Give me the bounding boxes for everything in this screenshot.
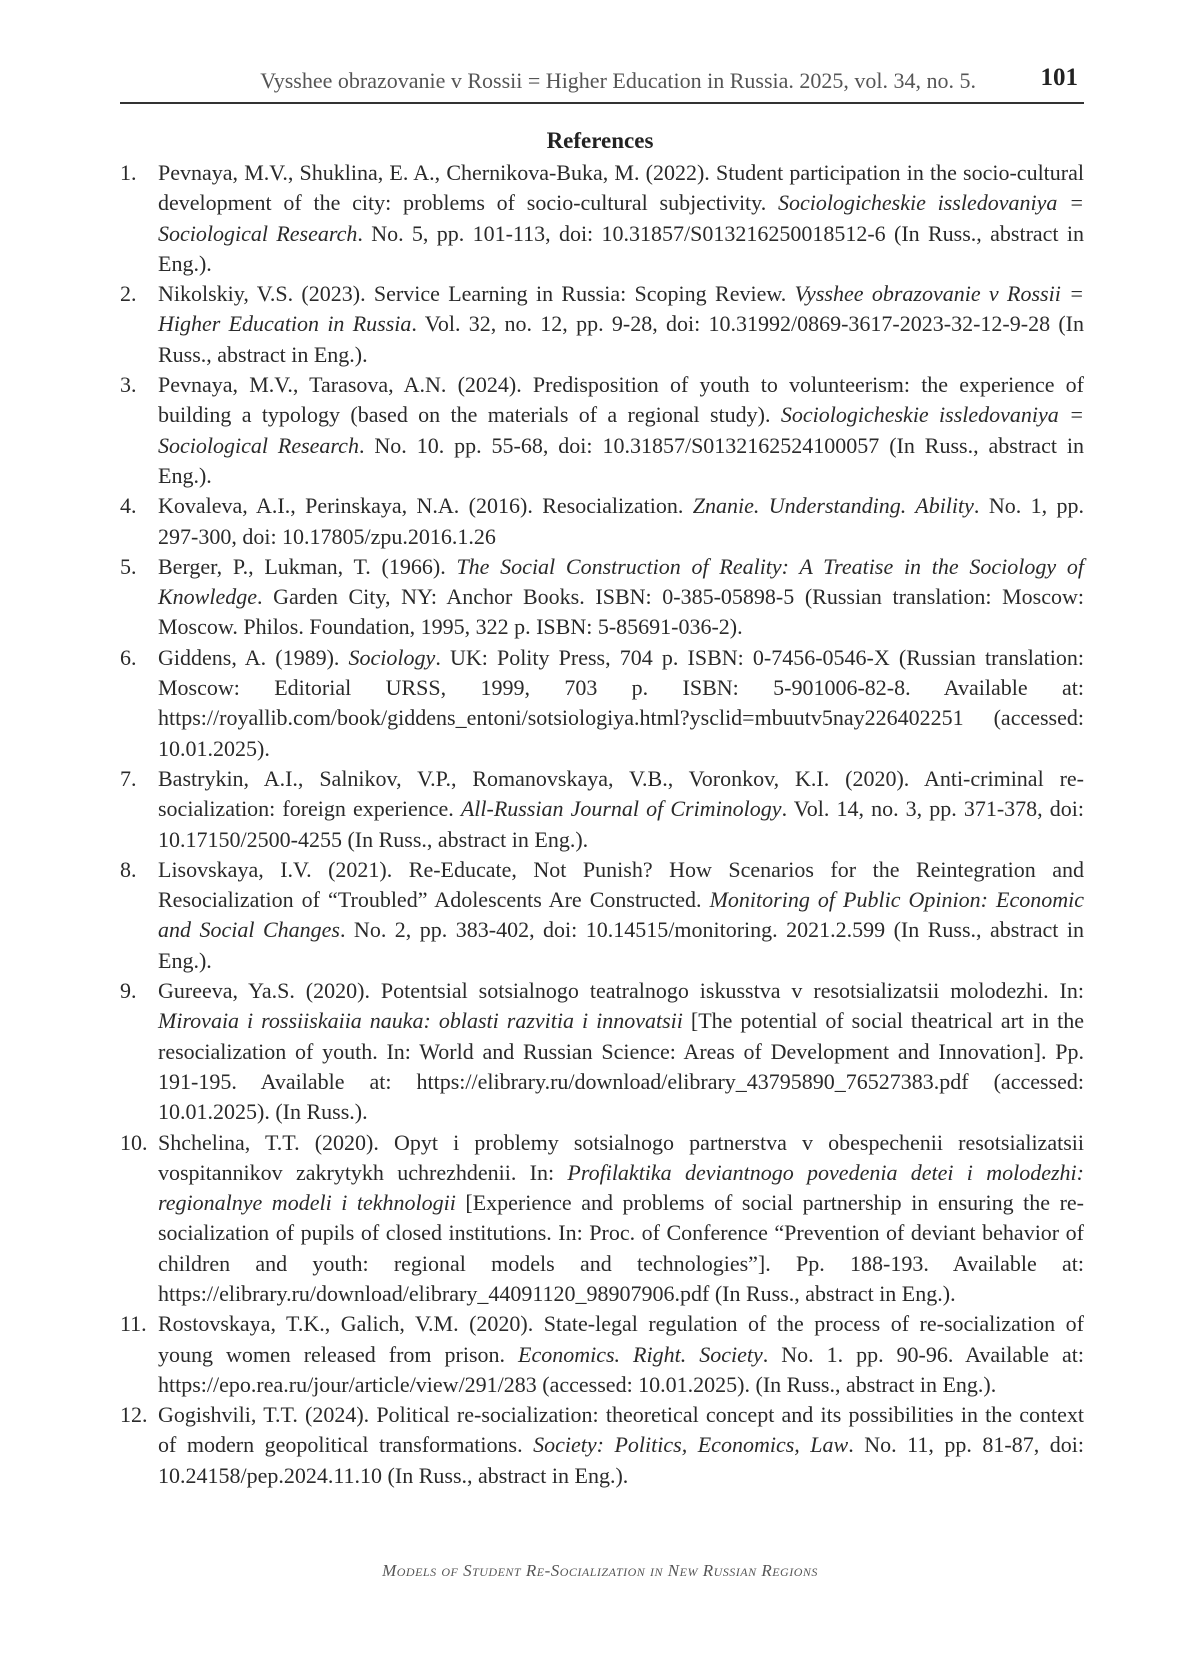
reference-number: 6. [120,644,137,670]
reference-number: 10. [120,1129,148,1155]
reference-details: . No. 1. pp. 90-96. Available at: https://epo.rea.ru/jour/article/view/291/283 (accessed: 10.01.2025). (In Russ., abstract in Eng.). [158,1341,1085,1397]
reference-source-title: All-Russian Journal of Criminology [460,796,782,822]
reference-number: 5. [120,553,137,579]
reference-source-title: Znanie. Understanding. Ability [692,493,974,519]
reference-item [120,370,1084,491]
reference-details: [Experience and problems of social partnership in ensuring the re-socialization of pupils of closed institutions. In: Proc. of Conference “Prevention of deviant behavior of children and youth: regional models and technologies”]. Pp. 188-193. Available at: https://elibrary.ru/download/elibrary_44091120_98907906.pdf (In Russ., abstract in Eng.). [158,1190,1085,1306]
reference-details: . No. 10. pp. 55-68, doi: 10.31857/S0132162524100057 (In Russ., abstract in Eng.). [158,432,1084,488]
reference-item [120,855,1084,976]
reference-source-title: Sociologicheskie issledovaniya = Sociological Research [158,190,1084,246]
reference-number: 2. [120,281,137,307]
reference-item [120,1309,1084,1400]
reference-details: . No. 1, pp. 297-300, doi: 10.17805/zpu.2016.1.26 [158,493,1084,549]
reference-details: . Vol. 14, no. 3, pp. 371-378, doi: 10.17150/2500-4255 (In Russ., abstract in Eng.). [158,796,1084,852]
reference-source-title: Mirovaia i rossiiskaiia nauka: oblasti razvitia i innovatsii [158,1008,683,1034]
reference-text: Shchelina, T.T. (2020). Opyt i problemy sotsialnogo partnerstva v obespechenii resotsializatsii vospitannikov zakrytykh uchrezhdenii. In: [158,1129,1084,1185]
reference-number: 11. [120,1311,147,1337]
running-header [120,62,1084,104]
reference-text: Giddens, A. (1989). [158,644,349,670]
reference-text: Nikolskiy, V.S. (2023). Service Learning in Russia: Scoping Review. [158,281,795,307]
reference-list [120,158,1084,1491]
reference-source-title: Sociology [348,644,436,670]
page-number: 101 [1040,64,1078,91]
reference-item [120,158,1084,279]
reference-details: . No. 11, pp. 81-87, doi: 10.24158/pep.2024.11.10 (In Russ., abstract in Eng.). [158,1432,1085,1488]
reference-source-title: Vysshee obrazovanie v Rossii = Higher Education in Russia [158,281,1085,337]
references-heading: References [546,128,654,153]
reference-text: Gureeva, Ya.S. (2020). Potentsial sotsialnogo teatralnogo iskusstva v resotsializatsii molodezhi. In: [158,978,1084,1004]
running-footer: Models of Student Re-Socialization in New Russian Regions [382,1561,818,1580]
reference-details: . Garden City, NY: Anchor Books. ISBN: 0-385-05898-5 (Russian translation: Moscow: Moscow. Philos. Foundation, 1995, 322 p. ISBN: 5-85691-036-2). [158,584,1084,640]
reference-number: 12. [120,1402,148,1428]
reference-source-title: Monitoring of Public Opinion: Economic and Social Changes [158,887,1084,943]
reference-item [120,643,1084,764]
reference-number: 4. [120,493,137,519]
reference-text: Bastrykin, A.I., Salnikov, V.P., Romanovskaya, V.B., Voronkov, K.I. (2020). Anti-criminal re-socialization: foreign experience. [158,765,1084,822]
reference-item [120,1400,1084,1491]
reference-details: . UK: Polity Press, 704 p. ISBN: 0-7456-0546-X (Russian translation: Moscow: Editorial URSS, 1999, 703 p. ISBN: 5-901006-82-8. Available at: https://royallib.com/book/giddens_entoni/sotsiologiya.html?ysclid=mbuutv5nay226402251 (accessed: 10.01.2025). [158,644,1084,761]
reference-source-title: Economics. Right. Society [518,1341,763,1367]
reference-details: . No. 2, pp. 383-402, doi: 10.14515/monitoring. 2021.2.599 (In Russ., abstract in Eng.). [158,917,1084,973]
reference-source-title: Sociologicheskie issledovaniya = Sociological Research [158,402,1085,458]
reference-text: Kovaleva, A.I., Perinskaya, N.A. (2016). Resocialization. [158,493,693,519]
reference-text: Gogishvili, T.T. (2024). Political re-socialization: theoretical concept and its possibilities in the context of modern geopolitical transformations. [158,1402,1084,1458]
reference-item [120,491,1084,552]
reference-details: [The potential of social theatrical art in the resocialization of youth. In: World and Russian Science: Areas of Development and Innovation]. Pp. 191-195. Available at: https://elibrary.ru/download/elibrary_43795890_76527383.pdf (accessed: 10.01.2025). (In Russ.). [158,1008,1084,1125]
reference-number: 1. [120,160,137,185]
reference-source-title: The Social Construction of Reality: A Treatise in the Sociology of Knowledge [158,553,1085,610]
reference-text: Rostovskaya, T.K., Galich, V.M. (2020). State-legal regulation of the process of re-socialization of young women released from prison. [158,1311,1084,1367]
reference-number: 8. [120,856,137,882]
reference-item [120,279,1084,370]
reference-item [120,764,1084,855]
reference-text: Berger, P., Lukman, T. (1966). [158,553,457,579]
reference-source-title: Society: Politics, Economics, Law [533,1432,849,1458]
reference-number: 9. [120,978,137,1004]
reference-number: 7. [120,765,137,791]
reference-details: . No. 5, pp. 101-113, doi: 10.31857/S013216250018512-6 (In Russ., abstract in Eng.). [158,220,1084,276]
reference-item [120,1128,1084,1310]
reference-details: . Vol. 32, no. 12, pp. 9-28, doi: 10.31992/0869-3617-2023-32-12-9-28 (In Russ., abstract in Eng.). [158,311,1084,367]
reference-text: Pevnaya, M.V., Shuklina, E. A., Chernikova-Buka, M. (2022). Student participation in the socio-cultural development of the city: problems of socio-cultural subjectivity. [158,160,1084,216]
reference-number: 3. [120,372,137,398]
reference-text: Lisovskaya, I.V. (2021). Re-Educate, Not Punish? How Scenarios for the Reintegration and Resocialization of “Troubled” Adolescents Are Constructed. [158,856,1084,913]
journal-citation: Vysshee obrazovanie v Rossii = Higher Education in Russia. 2025, vol. 34, no. 5. [260,68,976,93]
reference-item [120,552,1084,643]
reference-text: Pevnaya, M.V., Tarasova, A.N. (2024). Predisposition of youth to volunteerism: the experience of building a typology (based on the materials of a regional study). [158,372,1084,428]
reference-source-title: Profilaktika deviantnogo povedenia detei i molodezhi: regionalnye modeli i tekhnologii [158,1159,1084,1216]
reference-item [120,976,1084,1127]
